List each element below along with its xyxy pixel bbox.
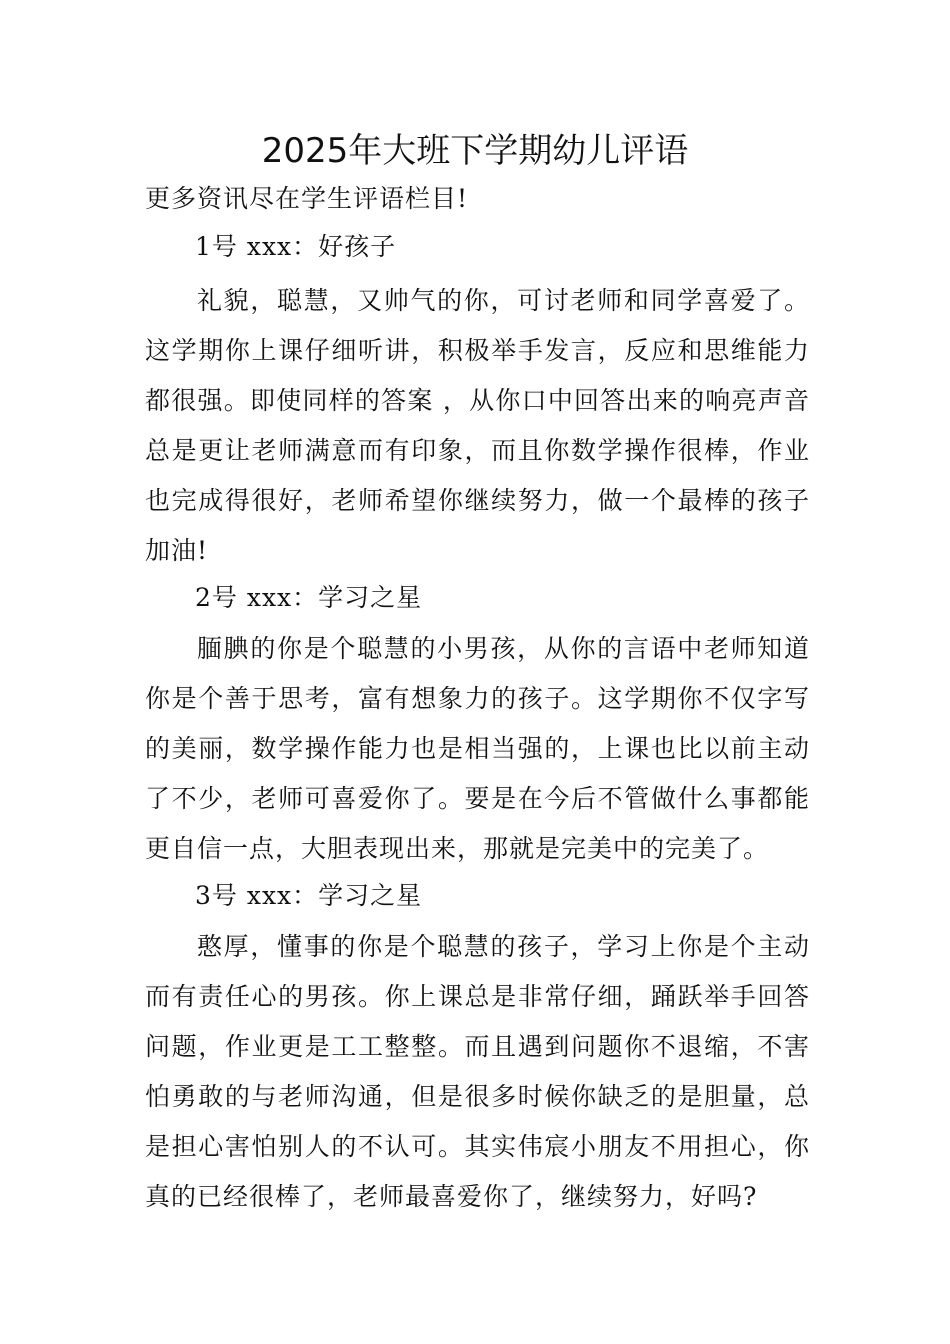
intro-line: 更多资讯尽在学生评语栏目! [145, 184, 469, 213]
document-title: 2025年大班下学期幼儿评语 [261, 131, 689, 171]
entry-2-heading: 2号 xxx：学习之星 [195, 583, 423, 612]
entry-3-heading: 3号 xxx：学习之星 [195, 881, 423, 910]
entry-2-paragraph: 腼腆的你是个聪慧的小男孩，从你的言语中老师知道你是个善于思考，富有想象力的孩子。这学期你不仅字写的美丽，数学操作能力也是相当强的，上课也比以前主动了不少，老师可喜爱你了。要是在今后不管做什么事都能更自信一点，大胆表现出来，那就是完美中的完美了。 [145, 634, 810, 863]
entry-1-paragraph: 礼貌，聪慧，又帅气的你，可讨老师和同学喜爱了。这学期你上课仔细听讲，积极举手发言，反应和思维能力都很强。即使同样的答案 ，从你口中回答出来的响亮声音总是更让老师满意而有印象，而且你数学操作很棒，作业也完成得很好，老师希望你继续努力，做一个最棒的孩子加油! [145, 286, 810, 565]
entry-3-paragraph: 憨厚，懂事的你是个聪慧的孩子，学习上你是个主动而有责任心的男孩。你上课总是非常仔细，踊跃举手回答问题，作业更是工工整整。而且遇到问题你不退缩，不害怕勇敢的与老师沟通，但是很多时候你缺乏的是胆量，总是担心害怕别人的不认可。其实伟宸小朋友不用担心，你真的已经很棒了，老师最喜爱你了，继续努力，好吗? [145, 932, 810, 1211]
entry-1-heading: 1号 xxx：好孩子 [195, 232, 397, 261]
